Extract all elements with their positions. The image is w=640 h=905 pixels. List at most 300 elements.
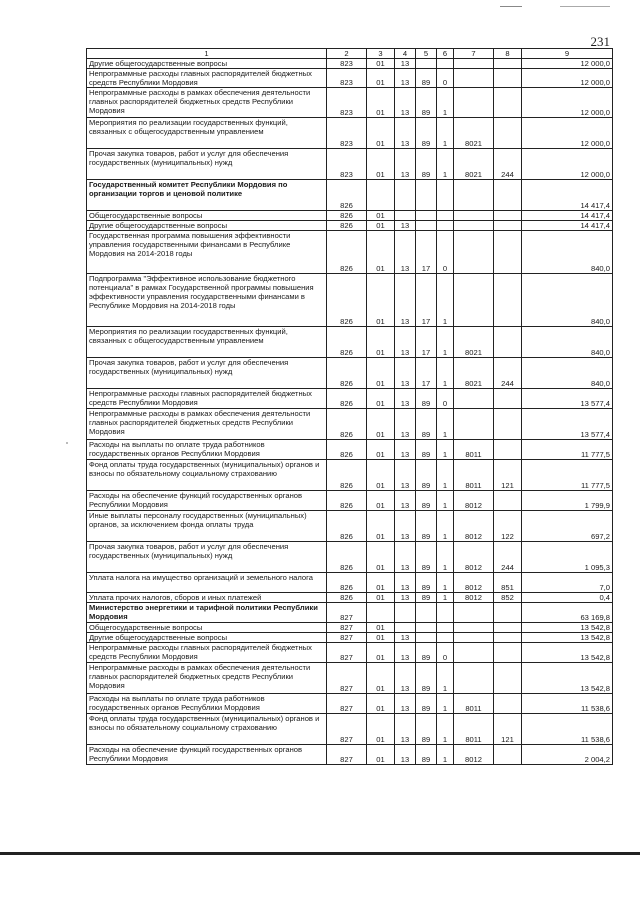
subprogram-code bbox=[437, 633, 454, 643]
ministry-code: 826 bbox=[327, 358, 367, 389]
section-code: 01 bbox=[367, 663, 395, 694]
program-code: 89 bbox=[416, 460, 437, 491]
item-code bbox=[454, 69, 494, 88]
program-code: 89 bbox=[416, 643, 437, 663]
program-code bbox=[416, 59, 437, 69]
section-code: 01 bbox=[367, 623, 395, 633]
program-code bbox=[416, 623, 437, 633]
item-code: 8021 bbox=[454, 327, 494, 358]
program-code: 89 bbox=[416, 511, 437, 542]
amount: 14 417,4 bbox=[522, 180, 613, 211]
subprogram-code: 0 bbox=[437, 643, 454, 663]
table-row bbox=[87, 663, 613, 694]
row-name: Уплата прочих налогов, сборов и иных платежей bbox=[87, 593, 327, 603]
ministry-code: 826 bbox=[327, 460, 367, 491]
program-code: 89 bbox=[416, 714, 437, 745]
expense-type-code bbox=[494, 274, 522, 327]
row-name: Другие общегосударственные вопросы bbox=[87, 221, 327, 231]
subprogram-code: 1 bbox=[437, 694, 454, 714]
ministry-code: 827 bbox=[327, 603, 367, 623]
item-code bbox=[454, 88, 494, 118]
table-row bbox=[87, 274, 613, 327]
expense-type-code bbox=[494, 59, 522, 69]
row-name: Иные выплаты персоналу государственных (муниципальных) органов, за исключением фонда оплаты труда bbox=[87, 511, 327, 542]
program-code: 89 bbox=[416, 118, 437, 149]
row-name: Расходы на обеспечение функций государственных органов Республики Мордовия bbox=[87, 491, 327, 511]
row-name: Общегосударственные вопросы bbox=[87, 211, 327, 221]
expense-type-code bbox=[494, 180, 522, 211]
subprogram-code: 1 bbox=[437, 460, 454, 491]
program-code bbox=[416, 211, 437, 221]
item-code: 8021 bbox=[454, 118, 494, 149]
section-code: 01 bbox=[367, 440, 395, 460]
subsection-code: 13 bbox=[395, 714, 416, 745]
row-name: Государственная программа повышения эффективности управления государственными финансами в Республике Мордовия на 2014-2018 годы bbox=[87, 231, 327, 274]
subsection-code: 13 bbox=[395, 633, 416, 643]
section-code: 01 bbox=[367, 211, 395, 221]
item-code: 8011 bbox=[454, 694, 494, 714]
amount: 11 777,5 bbox=[522, 440, 613, 460]
expense-type-code: 121 bbox=[494, 460, 522, 491]
expense-type-code: 244 bbox=[494, 149, 522, 180]
table-row bbox=[87, 714, 613, 745]
column-header: 8 bbox=[494, 49, 522, 59]
table-row bbox=[87, 573, 613, 593]
section-code: 01 bbox=[367, 714, 395, 745]
expense-type-code bbox=[494, 389, 522, 409]
program-code: 89 bbox=[416, 745, 437, 765]
expense-type-code bbox=[494, 694, 522, 714]
expense-type-code: 121 bbox=[494, 714, 522, 745]
section-code: 01 bbox=[367, 643, 395, 663]
row-name: Подпрограмма "Эффективное использование бюджетного потенциала" в рамках Государственной программы повышения эффективности управления государственными финансами в Республике Мордовия на 2014-2018 годы bbox=[87, 274, 327, 327]
section-code: 01 bbox=[367, 88, 395, 118]
amount: 840,0 bbox=[522, 274, 613, 327]
item-code bbox=[454, 59, 494, 69]
table-row bbox=[87, 59, 613, 69]
ministry-code: 827 bbox=[327, 643, 367, 663]
subsection-code: 13 bbox=[395, 88, 416, 118]
section-code: 01 bbox=[367, 327, 395, 358]
amount: 12 000,0 bbox=[522, 59, 613, 69]
ministry-code: 826 bbox=[327, 274, 367, 327]
row-name: Прочая закупка товаров, работ и услуг для обеспечения государственных (муниципальных) нужд bbox=[87, 149, 327, 180]
item-code: 8012 bbox=[454, 491, 494, 511]
ministry-code: 826 bbox=[327, 231, 367, 274]
table-row bbox=[87, 694, 613, 714]
subprogram-code: 1 bbox=[437, 511, 454, 542]
column-header: 2 bbox=[327, 49, 367, 59]
section-code: 01 bbox=[367, 274, 395, 327]
section-code: 01 bbox=[367, 231, 395, 274]
program-code: 89 bbox=[416, 440, 437, 460]
section-code: 01 bbox=[367, 542, 395, 573]
program-code: 89 bbox=[416, 149, 437, 180]
subsection-code: 13 bbox=[395, 69, 416, 88]
program-code: 89 bbox=[416, 694, 437, 714]
ministry-code: 826 bbox=[327, 491, 367, 511]
row-name: Государственный комитет Республики Мордовия по организации торгов и ценовой политике bbox=[87, 180, 327, 211]
table-row bbox=[87, 180, 613, 211]
amount: 12 000,0 bbox=[522, 118, 613, 149]
row-name: Непрограммные расходы главных распорядителей бюджетных средств Республики Мордовия bbox=[87, 389, 327, 409]
item-code bbox=[454, 231, 494, 274]
ministry-code: 823 bbox=[327, 149, 367, 180]
table-row bbox=[87, 221, 613, 231]
subsection-code: 13 bbox=[395, 327, 416, 358]
row-name: Непрограммные расходы в рамках обеспечения деятельности главных распорядителей бюджетных средств Республики Мордовия bbox=[87, 663, 327, 694]
amount: 11 777,5 bbox=[522, 460, 613, 491]
amount: 13 542,8 bbox=[522, 623, 613, 633]
table-row bbox=[87, 358, 613, 389]
ministry-code: 823 bbox=[327, 88, 367, 118]
amount: 63 169,8 bbox=[522, 603, 613, 623]
subsection-code bbox=[395, 180, 416, 211]
subprogram-code: 0 bbox=[437, 69, 454, 88]
ministry-code: 826 bbox=[327, 409, 367, 440]
column-header: 4 bbox=[395, 49, 416, 59]
subsection-code bbox=[395, 603, 416, 623]
ministry-code: 823 bbox=[327, 118, 367, 149]
scan-speck bbox=[66, 442, 68, 444]
subprogram-code: 1 bbox=[437, 409, 454, 440]
section-code: 01 bbox=[367, 221, 395, 231]
row-name: Непрограммные расходы в рамках обеспечения деятельности главных распорядителей бюджетных средств Республики Мордовия bbox=[87, 409, 327, 440]
table-row bbox=[87, 69, 613, 88]
section-code: 01 bbox=[367, 149, 395, 180]
page-bottom-border bbox=[0, 852, 640, 855]
item-code: 8012 bbox=[454, 745, 494, 765]
item-code: 8011 bbox=[454, 440, 494, 460]
subprogram-code bbox=[437, 211, 454, 221]
section-code: 01 bbox=[367, 389, 395, 409]
scan-mark bbox=[560, 6, 610, 7]
table-row bbox=[87, 389, 613, 409]
amount: 840,0 bbox=[522, 358, 613, 389]
ministry-code: 826 bbox=[327, 440, 367, 460]
table-row bbox=[87, 327, 613, 358]
row-name: Прочая закупка товаров, работ и услуг для обеспечения государственных (муниципальных) нужд bbox=[87, 358, 327, 389]
ministry-code: 827 bbox=[327, 633, 367, 643]
table-row bbox=[87, 593, 613, 603]
table-row bbox=[87, 623, 613, 633]
amount: 13 542,8 bbox=[522, 633, 613, 643]
row-name: Мероприятия по реализации государственных функций, связанных с общегосударственным управлением bbox=[87, 327, 327, 358]
section-code: 01 bbox=[367, 118, 395, 149]
subprogram-code: 1 bbox=[437, 745, 454, 765]
expense-type-code bbox=[494, 440, 522, 460]
section-code: 01 bbox=[367, 511, 395, 542]
subsection-code: 13 bbox=[395, 118, 416, 149]
row-name: Министерство энергетики и тарифной политики Республики Мордовия bbox=[87, 603, 327, 623]
item-code: 8012 bbox=[454, 511, 494, 542]
subprogram-code: 1 bbox=[437, 358, 454, 389]
ministry-code: 826 bbox=[327, 389, 367, 409]
expense-type-code bbox=[494, 231, 522, 274]
table-row bbox=[87, 491, 613, 511]
section-code: 01 bbox=[367, 694, 395, 714]
row-name: Общегосударственные вопросы bbox=[87, 623, 327, 633]
section-code: 01 bbox=[367, 593, 395, 603]
amount: 12 000,0 bbox=[522, 149, 613, 180]
subprogram-code: 1 bbox=[437, 573, 454, 593]
row-name: Уплата налога на имущество организаций и земельного налога bbox=[87, 573, 327, 593]
ministry-code: 826 bbox=[327, 511, 367, 542]
amount: 1 799,9 bbox=[522, 491, 613, 511]
program-code: 89 bbox=[416, 491, 437, 511]
item-code bbox=[454, 633, 494, 643]
program-code: 89 bbox=[416, 593, 437, 603]
subprogram-code bbox=[437, 603, 454, 623]
subsection-code: 13 bbox=[395, 221, 416, 231]
expense-type-code: 244 bbox=[494, 358, 522, 389]
section-code: 01 bbox=[367, 460, 395, 491]
row-name: Непрограммные расходы главных распорядителей бюджетных средств Республики Мордовия bbox=[87, 69, 327, 88]
subprogram-code: 1 bbox=[437, 118, 454, 149]
row-name: Непрограммные расходы главных распорядителей бюджетных средств Республики Мордовия bbox=[87, 643, 327, 663]
amount: 697,2 bbox=[522, 511, 613, 542]
subsection-code: 13 bbox=[395, 274, 416, 327]
subsection-code: 13 bbox=[395, 511, 416, 542]
program-code: 89 bbox=[416, 542, 437, 573]
expense-type-code: 122 bbox=[494, 511, 522, 542]
subprogram-code: 1 bbox=[437, 149, 454, 180]
ministry-code: 826 bbox=[327, 327, 367, 358]
subsection-code: 13 bbox=[395, 149, 416, 180]
program-code: 89 bbox=[416, 663, 437, 694]
program-code: 89 bbox=[416, 389, 437, 409]
expense-type-code bbox=[494, 663, 522, 694]
amount: 12 000,0 bbox=[522, 69, 613, 88]
amount: 14 417,4 bbox=[522, 221, 613, 231]
table-row bbox=[87, 643, 613, 663]
section-code: 01 bbox=[367, 59, 395, 69]
subsection-code: 13 bbox=[395, 231, 416, 274]
column-header: 7 bbox=[454, 49, 494, 59]
amount: 13 542,8 bbox=[522, 663, 613, 694]
table-row bbox=[87, 231, 613, 274]
column-header: 6 bbox=[437, 49, 454, 59]
program-code: 89 bbox=[416, 69, 437, 88]
item-code bbox=[454, 623, 494, 633]
subsection-code: 13 bbox=[395, 643, 416, 663]
subprogram-code: 1 bbox=[437, 663, 454, 694]
amount: 14 417,4 bbox=[522, 211, 613, 221]
subprogram-code: 1 bbox=[437, 593, 454, 603]
subprogram-code: 0 bbox=[437, 389, 454, 409]
amount: 13 577,4 bbox=[522, 389, 613, 409]
program-code: 89 bbox=[416, 88, 437, 118]
column-header: 3 bbox=[367, 49, 395, 59]
expense-type-code bbox=[494, 211, 522, 221]
ministry-code: 826 bbox=[327, 573, 367, 593]
section-code: 01 bbox=[367, 491, 395, 511]
amount: 13 577,4 bbox=[522, 409, 613, 440]
subprogram-code: 1 bbox=[437, 542, 454, 573]
budget-table bbox=[86, 48, 613, 765]
section-code: 01 bbox=[367, 633, 395, 643]
item-code bbox=[454, 211, 494, 221]
expense-type-code bbox=[494, 409, 522, 440]
subprogram-code bbox=[437, 221, 454, 231]
subprogram-code: 1 bbox=[437, 274, 454, 327]
item-code bbox=[454, 643, 494, 663]
amount: 0,4 bbox=[522, 593, 613, 603]
item-code: 8012 bbox=[454, 593, 494, 603]
amount: 7,0 bbox=[522, 573, 613, 593]
amount: 11 538,6 bbox=[522, 714, 613, 745]
program-code: 89 bbox=[416, 573, 437, 593]
expense-type-code bbox=[494, 221, 522, 231]
row-name: Расходы на выплаты по оплате труда работников государственных органов Республики Мордовия bbox=[87, 440, 327, 460]
section-code: 01 bbox=[367, 69, 395, 88]
program-code bbox=[416, 603, 437, 623]
expense-type-code: 244 bbox=[494, 542, 522, 573]
subsection-code bbox=[395, 623, 416, 633]
program-code: 17 bbox=[416, 231, 437, 274]
item-code: 8021 bbox=[454, 358, 494, 389]
table-row bbox=[87, 440, 613, 460]
subsection-code: 13 bbox=[395, 593, 416, 603]
section-code: 01 bbox=[367, 358, 395, 389]
amount: 11 538,6 bbox=[522, 694, 613, 714]
subsection-code: 13 bbox=[395, 389, 416, 409]
table-row bbox=[87, 118, 613, 149]
expense-type-code bbox=[494, 603, 522, 623]
column-header: 9 bbox=[522, 49, 613, 59]
section-code bbox=[367, 603, 395, 623]
subsection-code: 13 bbox=[395, 542, 416, 573]
item-code bbox=[454, 389, 494, 409]
expense-type-code bbox=[494, 633, 522, 643]
item-code bbox=[454, 221, 494, 231]
ministry-code: 827 bbox=[327, 663, 367, 694]
subsection-code: 13 bbox=[395, 663, 416, 694]
program-code: 89 bbox=[416, 409, 437, 440]
table-row bbox=[87, 603, 613, 623]
program-code: 17 bbox=[416, 358, 437, 389]
subprogram-code bbox=[437, 623, 454, 633]
item-code: 8011 bbox=[454, 714, 494, 745]
expense-type-code bbox=[494, 118, 522, 149]
subsection-code: 13 bbox=[395, 694, 416, 714]
item-code: 8021 bbox=[454, 149, 494, 180]
program-code bbox=[416, 180, 437, 211]
ministry-code: 826 bbox=[327, 221, 367, 231]
amount: 12 000,0 bbox=[522, 88, 613, 118]
ministry-code: 827 bbox=[327, 745, 367, 765]
row-name: Другие общегосударственные вопросы bbox=[87, 59, 327, 69]
subprogram-code: 1 bbox=[437, 440, 454, 460]
section-code: 01 bbox=[367, 745, 395, 765]
expense-type-code bbox=[494, 69, 522, 88]
page-number: 231 bbox=[590, 34, 610, 49]
subsection-code: 13 bbox=[395, 491, 416, 511]
program-code bbox=[416, 221, 437, 231]
program-code: 17 bbox=[416, 274, 437, 327]
subsection-code: 13 bbox=[395, 59, 416, 69]
expense-type-code bbox=[494, 643, 522, 663]
table-header-row bbox=[87, 49, 613, 59]
subsection-code: 13 bbox=[395, 358, 416, 389]
subprogram-code: 1 bbox=[437, 491, 454, 511]
ministry-code: 823 bbox=[327, 59, 367, 69]
item-code bbox=[454, 409, 494, 440]
expense-type-code bbox=[494, 327, 522, 358]
expense-type-code bbox=[494, 88, 522, 118]
program-code bbox=[416, 633, 437, 643]
amount: 1 095,3 bbox=[522, 542, 613, 573]
row-name: Фонд оплаты труда государственных (муниципальных) органов и взносы по обязательному социальному страхованию bbox=[87, 460, 327, 491]
program-code: 17 bbox=[416, 327, 437, 358]
ministry-code: 826 bbox=[327, 180, 367, 211]
ministry-code: 827 bbox=[327, 623, 367, 633]
subsection-code: 13 bbox=[395, 440, 416, 460]
amount: 840,0 bbox=[522, 231, 613, 274]
item-code: 8012 bbox=[454, 542, 494, 573]
subprogram-code: 0 bbox=[437, 231, 454, 274]
table-row bbox=[87, 211, 613, 221]
section-code: 01 bbox=[367, 409, 395, 440]
amount: 840,0 bbox=[522, 327, 613, 358]
item-code bbox=[454, 663, 494, 694]
table-row bbox=[87, 511, 613, 542]
subsection-code: 13 bbox=[395, 573, 416, 593]
item-code: 8011 bbox=[454, 460, 494, 491]
ministry-code: 827 bbox=[327, 714, 367, 745]
item-code bbox=[454, 274, 494, 327]
subprogram-code: 1 bbox=[437, 88, 454, 118]
amount: 2 004,2 bbox=[522, 745, 613, 765]
table-row bbox=[87, 149, 613, 180]
item-code bbox=[454, 180, 494, 211]
ministry-code: 827 bbox=[327, 694, 367, 714]
ministry-code: 823 bbox=[327, 69, 367, 88]
amount: 13 542,8 bbox=[522, 643, 613, 663]
section-code: 01 bbox=[367, 573, 395, 593]
table-row bbox=[87, 633, 613, 643]
row-name: Непрограммные расходы в рамках обеспечения деятельности главных распорядителей бюджетных средств Республики Мордовия bbox=[87, 88, 327, 118]
row-name: Фонд оплаты труда государственных (муниципальных) органов и взносы по обязательному социальному страхованию bbox=[87, 714, 327, 745]
subprogram-code bbox=[437, 180, 454, 211]
subsection-code bbox=[395, 211, 416, 221]
section-code bbox=[367, 180, 395, 211]
subsection-code: 13 bbox=[395, 409, 416, 440]
subprogram-code bbox=[437, 59, 454, 69]
table-row bbox=[87, 542, 613, 573]
expense-type-code bbox=[494, 745, 522, 765]
subprogram-code: 1 bbox=[437, 714, 454, 745]
subsection-code: 13 bbox=[395, 460, 416, 491]
row-name: Мероприятия по реализации государственных функций, связанных с общегосударственным управлением bbox=[87, 118, 327, 149]
subprogram-code: 1 bbox=[437, 327, 454, 358]
expense-type-code: 851 bbox=[494, 573, 522, 593]
ministry-code: 826 bbox=[327, 211, 367, 221]
column-header: 5 bbox=[416, 49, 437, 59]
ministry-code: 826 bbox=[327, 593, 367, 603]
scan-mark bbox=[500, 6, 522, 7]
ministry-code: 826 bbox=[327, 542, 367, 573]
item-code: 8012 bbox=[454, 573, 494, 593]
column-header: 1 bbox=[87, 49, 327, 59]
table-row bbox=[87, 460, 613, 491]
table-row bbox=[87, 88, 613, 118]
row-name: Расходы на обеспечение функций государственных органов Республики Мордовия bbox=[87, 745, 327, 765]
table-row bbox=[87, 745, 613, 765]
expense-type-code bbox=[494, 491, 522, 511]
expense-type-code bbox=[494, 623, 522, 633]
table-row bbox=[87, 409, 613, 440]
